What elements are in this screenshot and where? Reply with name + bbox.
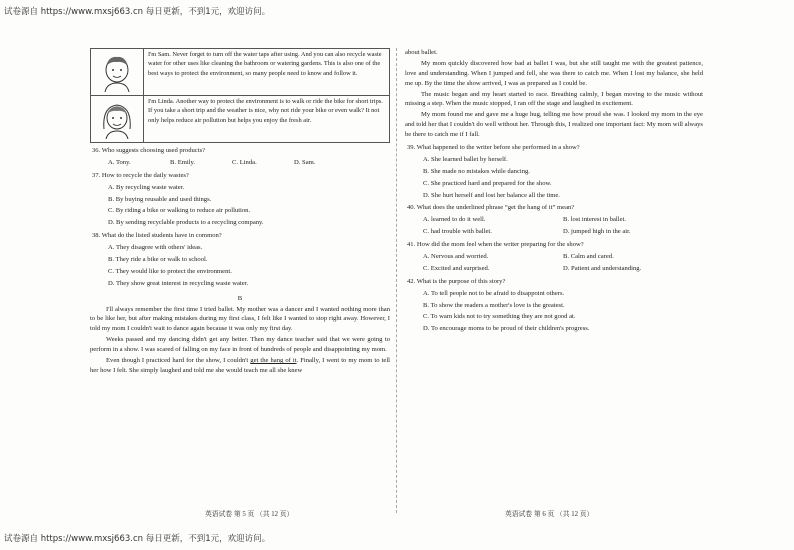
question-36: 36. Who suggests choosing used products? <box>92 147 206 154</box>
passage-paragraph-4: My mom quickly discovered how bad at ballet I was, but she still taught me with the greatest patience, love and understanding. When I jumped and fell, she was there to catch me. When I lost my balance, she held me up. By the time the show arrived, I was as prepared as I could be. <box>405 59 703 87</box>
options-41-ab <box>423 252 703 262</box>
option-40-b: B. lost interest in ballet. <box>563 216 626 224</box>
passage-paragraph-3 <box>90 356 390 376</box>
question-42: 42. What is the purpose of this story? <box>407 277 506 285</box>
speaker-text-sam: I'm Sam. Never forget to turn off the water taps after using. And you can also recycle waste water for other uses like cleaning the bathroom or watering gardens. This is also one of the best ways to protect the environment, so many people need to know and follow it. <box>148 51 382 77</box>
option-41-b: B. Calm and cared. <box>563 253 614 261</box>
option-36-c: C. Linda. <box>232 158 257 166</box>
speaker-row-sam <box>90 48 390 96</box>
option-37-a: A. By recycling waste water. <box>108 183 185 191</box>
passage-paragraph-1: I'll always remember the first time I tried ballet. My mother was a dancer and I wanted nothing more than to be like her, but after making mistakes during my first class, I felt like I wanted to stop right away. However, I told my mom I couldn't wait to dance again because it was only my first day. <box>90 305 390 333</box>
option-37-d: D. By sending recyclable products to a recycling company. <box>108 219 264 227</box>
watermark-bottom: 试卷源自 https://www.mxsj663.cn 每日更新，不到1元，欢迎访问。 <box>4 534 271 544</box>
option-38-b: B. They ride a bike or walk to school. <box>108 256 208 264</box>
option-38-a: A. They disagree with others' ideas. <box>108 244 203 252</box>
option-36-d: D. Sam. <box>294 158 316 166</box>
page-footer-right: 英语试卷 第 6 页 （共 12 页） <box>505 511 594 518</box>
option-42-d: D. To encourage moms to be proud of their children's progress. <box>423 325 590 333</box>
question-41: 41. How did the mom feel when the writer preparing for the show? <box>407 241 584 249</box>
option-36-b: B. Emily. <box>170 158 196 166</box>
underlined-phrase: get the hang of it <box>250 357 297 365</box>
option-38-d: D. They show great interest in recycling waste water. <box>108 279 249 287</box>
options-40-ab <box>423 215 703 225</box>
passage-text: Even though I practiced hard for the show, I couldn't <box>106 357 251 365</box>
option-42-c: C. To warn kids not to try something they are not good at. <box>423 313 576 321</box>
option-39-d: D. She hurt herself and lost her balance all the time. <box>423 191 560 199</box>
passage-continuation: about ballet. <box>405 49 438 56</box>
page-footer-left: 英语试卷 第 5 页 （共 12 页） <box>205 511 294 518</box>
option-40-a: A. learned to do it well. <box>423 216 486 224</box>
options-40-cd <box>423 227 703 237</box>
option-40-d: D. jumped high in the air. <box>563 228 631 236</box>
options-36 <box>108 158 390 168</box>
right-page <box>405 48 703 334</box>
question-37: 37. How to recycle the daily wastes? <box>92 171 189 179</box>
option-41-c: C. Excited and surprised. <box>423 264 490 272</box>
options-41-cd <box>423 264 703 274</box>
boy-avatar <box>91 49 144 95</box>
page-divider <box>396 48 397 513</box>
speaker-row-linda <box>90 96 390 143</box>
option-37-c: C. By riding a bike or walking to reduce air pollution. <box>108 207 251 215</box>
left-page <box>90 48 390 377</box>
passage-paragraph-2: Weeks passed and my dancing didn't get any better. Then my dance teacher said that we were going to perform in a show. I was scared of falling on my face in front of hundreds of people and disappointing my mom. <box>90 336 390 354</box>
option-42-a: A. To tell people not to be afraid to disappoint others. <box>423 289 565 297</box>
option-40-c: C. had trouble with ballet. <box>423 228 492 236</box>
section-label: B <box>237 294 243 302</box>
passage-paragraph-5: The music began and my heart started to race. Breathing calmly, I began moving to the music without missing a step. When the music stopped, I ran off the stage and laughed in excitement. <box>405 90 703 108</box>
watermark-top: 试卷源自 https://www.mxsj663.cn 每日更新，不到1元，欢迎访问。 <box>4 7 271 17</box>
passage-paragraph-6: My mom found me and gave me a huge hug, telling me how proud she was. I looked my mom in the eye and told her that I couldn't do well without her. Through this, I realized one important fact: My mom will always be there to catch me if I fall. <box>405 111 703 139</box>
option-36-a: A. Tony. <box>108 158 131 166</box>
speaker-text-linda: I'm Linda. Another way to protect the environment is to walk or ride the bike for short trips. If you take a short trip and the weather is nice, why not ride your bike or even walk? It not only helps reduce air pollution but helps you enjoy the fresh air. <box>148 98 383 124</box>
option-38-c: C. They would like to protect the environment. <box>108 267 232 275</box>
option-42-b: B. To show the readers a mother's love is the greatest. <box>423 301 565 309</box>
passage-text: . Finally, I went to my mom to tell her how I felt. She simply laughed and told me she would teach me all she knew <box>90 357 390 374</box>
option-39-c: C. She practiced hard and prepared for the show. <box>423 179 552 187</box>
question-39: 39. What happened to the writer before she performed in a show? <box>407 144 580 152</box>
option-41-a: A. Nervous and worried. <box>423 253 489 261</box>
option-41-d: D. Patient and understanding. <box>563 264 642 272</box>
question-38: 38. What do the listed students have in common? <box>92 232 222 240</box>
option-37-b: B. By buying reusable and used things. <box>108 195 212 203</box>
option-39-a: A. She learned ballet by herself. <box>423 155 508 163</box>
question-40: 40. What does the underlined phrase “get the hang of it” mean? <box>407 204 575 212</box>
option-39-b: B. She made no mistakes while dancing. <box>423 167 530 175</box>
girl-avatar <box>91 96 144 142</box>
